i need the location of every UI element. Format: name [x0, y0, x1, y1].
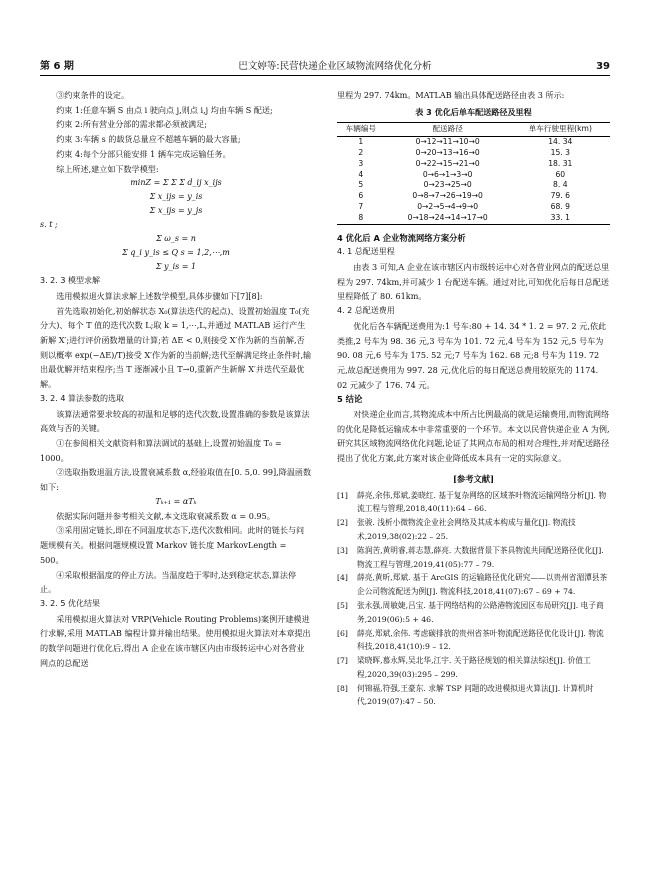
reference-number: [1]: [337, 490, 348, 500]
constraint-formula-4: Σ q_i y_is ≤ Q s = 1,2,⋯,m: [122, 248, 230, 258]
reference-text: 陈润苦,黄明睿,蒋志慧,薛亮. 大数据背景下茶具物流共同配送路径优化[J]. 物流工程与管理,2019,41(05):77 – 79.: [357, 545, 604, 569]
para-3-2-4-a: 该算法通常要求较高的初温和足够的迭代次数,设置准确的参数是该算法高效与否的关键。: [40, 408, 310, 434]
para-3-2-4-b: ①在参阅相关文献资料和算法调试的基础上,设置初始温度 T₀ = 1000。: [40, 437, 282, 463]
reference-number: [6]: [337, 628, 348, 638]
constraint-intro: ③约束条件的设定。: [56, 90, 130, 100]
reference-item: [337, 682, 610, 710]
issue-number: 第 6 期: [40, 61, 74, 72]
reference-item: [337, 599, 610, 627]
cell-route: 0→12→11→10→0: [415, 137, 480, 147]
cell-distance: 68. 9: [550, 201, 570, 211]
table-row: [337, 137, 610, 148]
cell-route: 0→2→5→4→9→0: [417, 201, 479, 211]
table-row: [337, 191, 610, 202]
cell-route: 0→6→1→3→0: [422, 169, 473, 179]
section-4-2: 4. 2 总配送费用: [337, 306, 395, 316]
reference-item: [337, 544, 610, 572]
table-intro: 里程为 297. 74km。MATLAB 输出具体配送路径由表 3 所示:: [337, 90, 565, 100]
reference-text: 薛亮,郑斌,余伟. 考虑碳排放的贵州省茶叶物流配送路径优化设计[J]. 物流科技,2018,41(10):9 – 12.: [357, 628, 604, 652]
references-title: [参考文献]: [452, 473, 495, 484]
para-3-2-3-a: 选用模拟退火算法求解上述数学模型,具体步骤如下[7][8]:: [56, 290, 263, 301]
cell-distance: 33. 1: [511, 213, 610, 224]
page-number: 39: [596, 61, 610, 72]
cell-distance: 79. 6: [550, 191, 570, 201]
cell-vehicle: 2: [358, 148, 364, 157]
reference-item: [337, 654, 610, 682]
section-4: 4 优化后 A 企业物流网络方案分析: [337, 232, 466, 243]
section-3-2-4: 3. 2. 4 算法参数的选取: [40, 393, 124, 403]
constraint-formula-1: Σ x_ijs = y_is: [149, 192, 203, 202]
cell-vehicle: 8: [337, 213, 385, 224]
cell-distance: 14. 34: [548, 137, 573, 147]
constraint-3: 约束 3:车辆 s 的载货总量应不超越车辆的最大容量;: [56, 134, 241, 145]
para-3-2-4-f: ④采取根据温度的停止方法。当温度趋于零时,达到稳定状态,算法停止。: [40, 569, 297, 595]
para-3-2-4-c: ②选取指数退温方法,设置衰减系数 α,经验取值在[0. 5,0. 99],降温函数如下:: [40, 467, 312, 493]
reference-list: [337, 489, 610, 710]
right-column: [337, 88, 610, 709]
section-3-2-3: 3. 2. 3 模型求解: [40, 276, 100, 286]
table-title: 表 3 优化后单车配送路径及里程: [415, 106, 532, 117]
reference-text: 何锦福,符强,王豪东. 求解 TSP 问题的改进模拟退火算法[J]. 计算机时代,2019(07):47 – 50.: [357, 683, 594, 707]
model-summary: 综上所述,建立如下数学模型:: [56, 163, 159, 174]
para-5: 对快递企业而言,其物流成本中所占比例最高的就是运输费用,而物流网络的优化是降低运输成本中非常重要的一个环节。本文以民营快递企业 A 为例,研究其区域物流网络优化问题,论证了其网点布局的相对合理性,并对配送路径提出了优化方案,此方案对该企业降低成本具有一定的实际意义。: [337, 409, 610, 464]
left-column: [40, 88, 312, 671]
cell-distance: 60: [555, 169, 566, 179]
cell-route: 0→23→25→0: [423, 180, 472, 190]
section-4-1: 4. 1 总配送里程: [337, 247, 395, 257]
table-row: [337, 202, 610, 213]
route-table: [337, 122, 610, 224]
cell-vehicle: 7: [358, 201, 364, 211]
reference-item: [337, 571, 610, 599]
cell-vehicle: 3: [358, 158, 364, 168]
objective-formula: minZ = Σ Σ Σ d_ij x_ijs: [130, 178, 222, 188]
para-3-2-3-b: 首先选取初始化,初始解状态 X₀(算法迭代的起点)、设置初始温度 T₀(充分大)、每个 T 值的迭代次数 L;取 k = 1,⋯,L,并通过 MATLAB 运行产生新解 X′;进行评价函数增量的计算;若 ΔE < 0,则接受 X′作为新的当前解,否则以概率 exp(−ΔE)/T)接受 X′作为新的当前解;迭代至解满足终止条件时,输出最优解并结束程序;当 T 逐渐减小且 T→0,重新产生新解 X′并迭代至最优解。: [40, 305, 312, 390]
cell-vehicle: 1: [358, 137, 364, 147]
constraint-4: 约束 4:每个分部只能安排 1 辆车完成运输任务。: [56, 148, 231, 159]
constraint-formula-5: Σ y_is = 1: [155, 262, 197, 272]
reference-number: [5]: [337, 600, 348, 610]
cell-distance: 18. 31: [548, 158, 573, 168]
reference-item: [337, 489, 610, 517]
cell-route: 0→18→24→14→17→0: [385, 213, 511, 224]
constraint-2: 约束 2:所有营业分部的需求都必须被满足;: [56, 119, 207, 130]
cell-vehicle: 5: [358, 180, 364, 190]
header-route: 配送路径: [385, 123, 511, 137]
table-row: [337, 148, 610, 159]
reference-item: [337, 627, 610, 655]
header-distance: 单车行驶里程(km): [511, 123, 610, 137]
section-3-2-5: 3. 2. 5 优化结果: [40, 598, 100, 608]
para-3-2-4-e: ③采用固定链长,即在不同温度状态下,迭代次数相同。此时的链长与问题规模有关。根据问题规模设置 Markov 链长度 MarkovLength = 500。: [40, 525, 305, 565]
cooling-formula: Tₖ₊₁ = αTₖ: [155, 496, 197, 506]
reference-item: [337, 516, 610, 544]
reference-text: 梁晓晖,慕永辉,吴北华,江宇. 关于路径规划的相关算法综述[J]. 价值工程,2020,39(03):295 – 299.: [357, 656, 591, 679]
reference-number: [2]: [337, 518, 348, 528]
running-title: 巴文婷等:民营快递企业区域物流网络优化分析: [238, 61, 432, 72]
reference-text: 张永强,周敏婕,吕宝. 基于网络结构的公路港物流园区布局研究[J]. 电子商务,2019(06):5 + 46.: [357, 600, 604, 624]
para-3-2-5: 采用模拟退火算法对 VRP(Vehicle Routing Problems)案例开建模进行求解,采用 MATLAB 编程计算并输出结果。使用模拟退火算法对本章提出的数学问题进行优化后,得出 A 企业在该市辖区内由市级转运中心对各营业网点的总配送: [40, 613, 311, 668]
para-4-2: 优化后各车辆配送费用为:1 号车:80 + 14. 34 * 1. 2 = 97. 2 元,依此类推,2 号车为 98. 36 元,3 号车为 101. 72 元,4 号车为 152 元,5 号车为 90. 08 元,6 号车为 175. 52 元;7 号车为 162. 68 元;8 号车为 119. 72 元,故总配送费用为 997. 28 元,优化后的每日配送总费用较原先的 1174. 02 元减少了 176. 74 元。: [337, 320, 607, 390]
reference-number: [8]: [337, 683, 348, 693]
reference-text: 薛亮,黄昕,郑斌. 基于 ArcGIS 的运输路径优化研究——以贵州省湄潭县茶企公司物流配送为例[J]. 物流科技,2018,41(07):67 – 69 + 74.: [357, 573, 608, 597]
constraint-formula-3: Σ ω_s = n: [156, 234, 196, 244]
cell-distance: 15. 3: [550, 148, 570, 157]
para-4-1: 由表 3 可知,A 企业在该市辖区内市级转运中心对各营业网点的配送总里程为 297. 74km,并可减少 1 台配送车辆。通过对比,可知优化后每日总配送里程降低了 80. 61km。: [337, 261, 610, 302]
reference-text: 张骏. 浅析小微物流企业社会网络及其成本构成与量化[J]. 物流技术,2019,38(02):22 – 25.: [357, 518, 576, 541]
subject-to: s. t ;: [40, 220, 58, 230]
cell-route: 0→8→7→26→19→0: [412, 191, 483, 201]
table-row: [337, 213, 610, 224]
table-row: [337, 159, 610, 170]
reference-text: 薛亮,余伟,郑斌,姜晓红. 基于复杂网络的区域茶叶物流运输网络分析[J]. 物流工程与管理,2018,40(11):64 – 66.: [357, 490, 607, 514]
constraint-formula-2: Σ x_ijs = y_js: [149, 206, 203, 216]
reference-number: [4]: [337, 573, 348, 583]
reference-number: [3]: [337, 545, 348, 555]
header-vehicle: 车辆编号: [337, 123, 385, 137]
table-row: [337, 170, 610, 181]
table-row: [337, 180, 610, 191]
table-header-row: [337, 123, 610, 137]
reference-number: [7]: [337, 656, 348, 666]
constraint-1: 约束 1:任意车辆 S 由点 i 驶向点 j,则点 i,j 均由车辆 S 配送;: [56, 104, 273, 115]
running-header: [40, 56, 610, 76]
cell-route: 0→20→13→16→0: [415, 148, 480, 157]
cell-vehicle: 6: [358, 191, 364, 201]
cell-vehicle: 4: [358, 169, 364, 179]
para-3-2-4-d: 依据实际问题并参考相关文献,本文选取衰减系数 α = 0.95。: [56, 510, 275, 521]
cell-distance: 8. 4: [553, 180, 568, 190]
cell-route: 0→22→15→21→0: [415, 158, 480, 168]
section-5: 5 结论: [337, 394, 363, 405]
